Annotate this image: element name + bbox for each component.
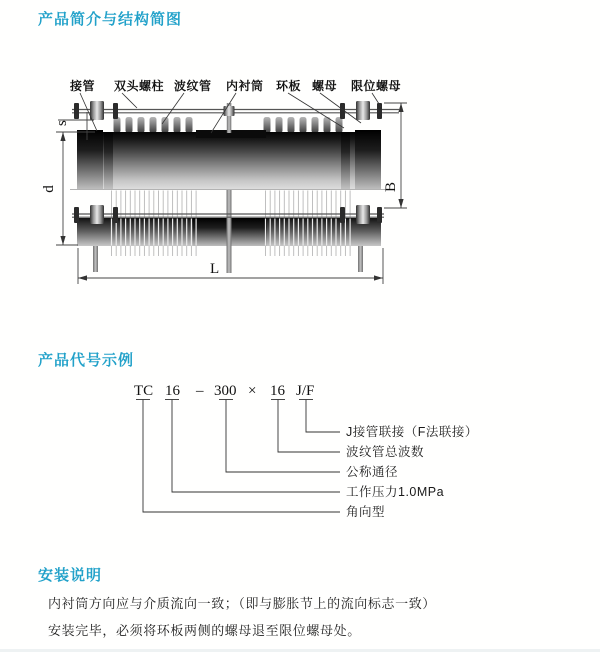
upper-shell <box>70 130 388 190</box>
center-stud <box>224 103 235 133</box>
section-title-install: 安装说明 <box>38 567 103 584</box>
part-label-liner: 内衬筒 <box>226 79 264 93</box>
expansion-joint-diagram <box>0 60 600 300</box>
code-anno-waves: 波纹管总波数 <box>346 445 425 459</box>
code-seg-type: TC <box>134 383 154 399</box>
part-label-pipe: 接管 <box>70 79 96 93</box>
dim-label-d: d <box>41 185 57 193</box>
section-title-intro: 产品简介与结构简图 <box>38 11 183 28</box>
dim-label-s: s <box>54 120 70 126</box>
dim-label-B: B <box>383 181 399 193</box>
code-anno-pressure: 工作压力1.0MPa <box>346 485 445 499</box>
code-seg-waves: 16 <box>270 383 285 399</box>
part-label-ringplate: 环板 <box>276 79 302 93</box>
part-label-nut: 螺母 <box>312 79 338 93</box>
section-title-code: 产品代号示例 <box>38 352 135 369</box>
code-seg-dn: 300 <box>214 383 237 399</box>
product-code-diagram <box>0 375 600 535</box>
code-seg-dash: – <box>196 383 204 399</box>
part-label-stud: 双头螺柱 <box>114 79 165 93</box>
code-seg-conn: J/F <box>296 383 315 399</box>
code-anno-connection: J接管联接（F法联接） <box>346 425 478 439</box>
upper-tie-rod <box>72 110 399 113</box>
install-instruction-1: 内衬筒方向应与介质流向一致；（即与膨胀节上的流向标志一致） <box>48 596 436 611</box>
part-label-limitnut: 限位螺母 <box>351 79 402 93</box>
code-seg-times: × <box>248 383 257 399</box>
code-anno-dn: 公称通径 <box>346 465 399 479</box>
dim-label-L: L <box>210 261 220 277</box>
code-seg-pressure: 16 <box>165 383 180 399</box>
part-label-bellows: 波纹管 <box>174 79 212 93</box>
code-anno-type: 角向型 <box>346 505 386 519</box>
code-connector-lines <box>136 400 340 513</box>
install-instruction-2: 安装完毕，必须将环板两侧的螺母退至限位螺母处。 <box>48 623 361 638</box>
